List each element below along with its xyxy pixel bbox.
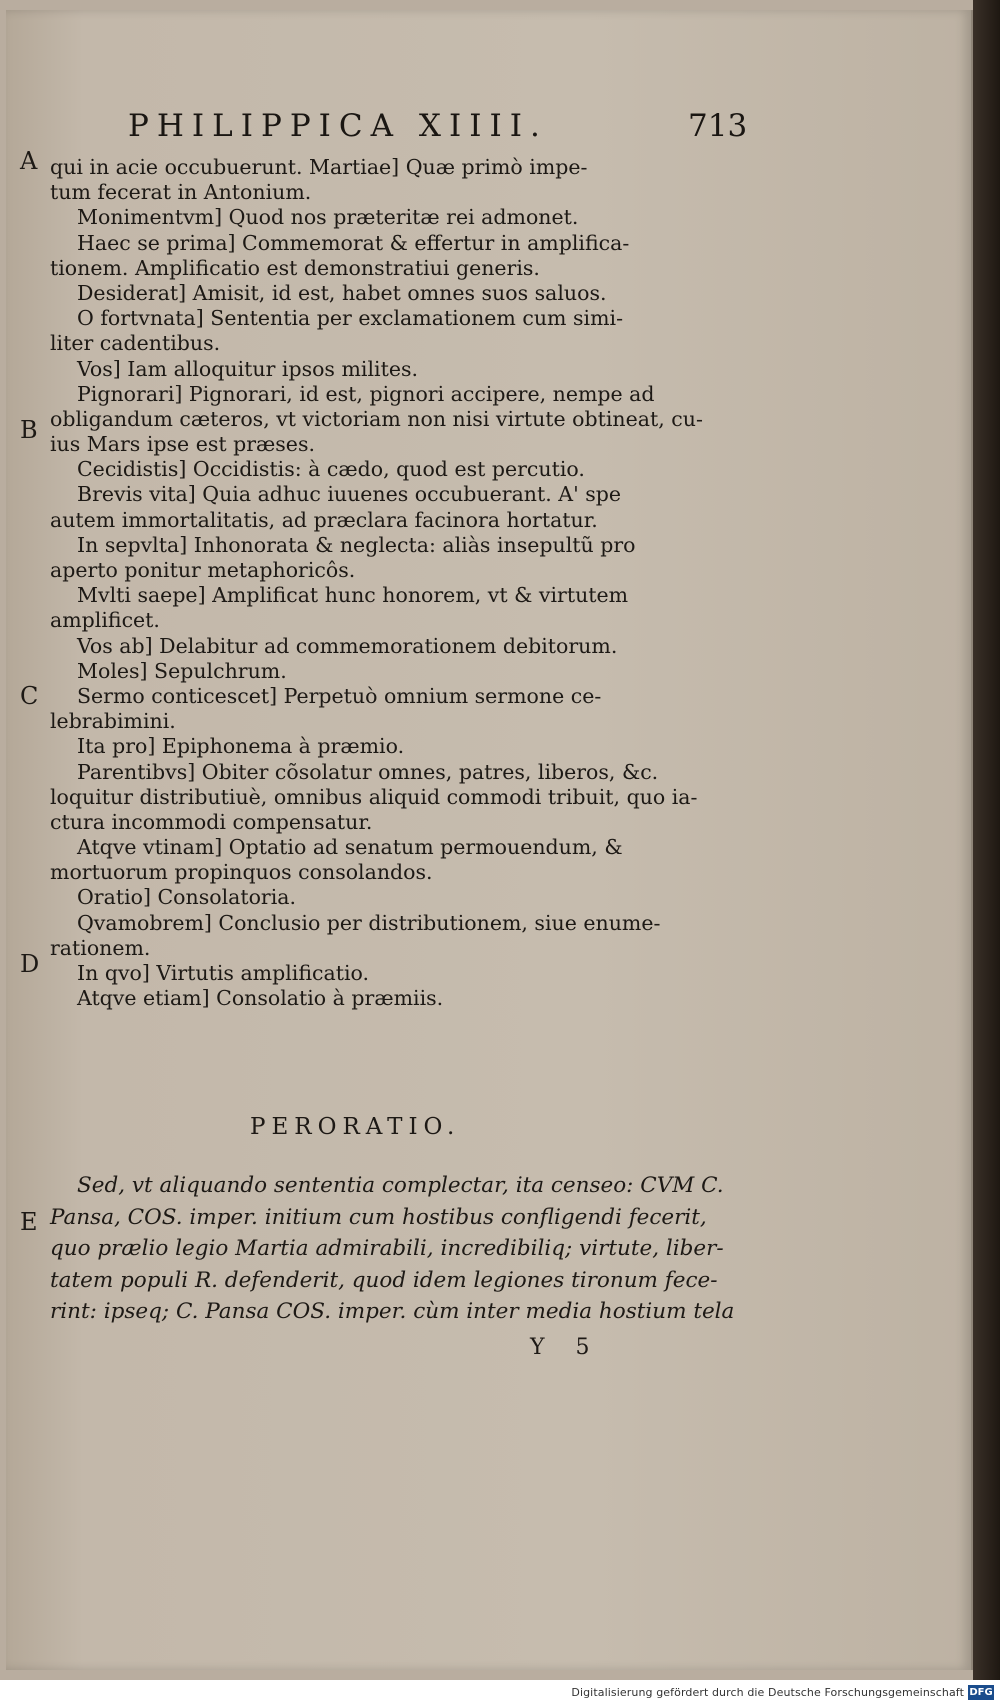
footer-credit: Digitalisierung gefördert durch die Deutsche Forschungsgemeinschaft [571,1686,964,1699]
margin-letter-a: A [20,147,38,175]
peroratio-text [50,1170,735,1328]
text-line: aperto ponitur metaphoricôs. [50,558,356,582]
text-line: Parentibvs] Obiter cõsolatur omnes, patres, liberos, &c. [77,759,659,784]
italic-line: quo prælio legio Martia admirabili, incredibiliq; virtute, liber- [50,1236,724,1262]
text-line: lebrabimini. [50,709,176,734]
text-line: tionem. Amplificatio est demonstratiui generis. [50,255,540,280]
text-line: In sepvlta] Inhonorata & neglecta: aliàs insepultũ pro [77,532,636,557]
text-line: ius Mars ipse est præses. [50,432,315,457]
text-line: qui in acie occubuerunt. Martiae] Quæ primò impe- [50,155,588,179]
text-line: obligandum cæteros, vt victoriam non nisi virtute obtineat, cu- [50,406,703,431]
text-line: rationem. [50,935,151,960]
text-line: Desiderat] Amisit, id est, habet omnes suos saluos. [77,280,607,305]
running-title: PHILIPPICA XIIII. [128,108,548,144]
signature-mark: Y 5 [530,1335,602,1360]
text-line: Atqve vtinam] Optatio ad senatum permouendum, & [77,835,623,860]
page-header [0,108,980,158]
text-line: Qvamobrem] Conclusio per distributionem, siue enume- [77,910,661,935]
italic-line: rint: ipseq; C. Pansa COS. imper. cùm inter media hostium tela [50,1299,735,1325]
dfg-logo-icon[interactable]: DFG [969,1687,993,1698]
text-line: Vos] Iam alloquitur ipsos milites. [77,356,418,381]
page-edge-shadow [973,0,1000,1680]
section-title: PERORATIO. [250,1114,461,1140]
margin-letter-e: E [20,1208,38,1236]
footer-bar [0,1680,1000,1707]
italic-line: tatem populi R. defenderit, quod idem legiones tironum fece- [50,1267,718,1293]
text-line: amplificet. [50,608,160,633]
text-line: mortuorum propinquos consolandos. [50,860,433,885]
italic-line: Sed, vt aliquando sententia complectar, ita censeo: CVM C. [77,1173,724,1198]
text-line: loquitur distributiuè, omnibus aliquid commodi tribuit, quo ia- [50,784,698,809]
text-line: autem immortalitatis, ad præclara facinora hortatur. [50,507,598,532]
text-line: tum fecerat in Antonium. [50,180,312,205]
text-line: Sermo conticescet] Perpetuò omnium sermone ce- [77,683,602,708]
margin-letter-b: B [20,416,38,444]
text-line: Brevis vita] Quia adhuc iuuenes occubuerant. A' spe [77,482,621,507]
commentary-text [50,155,725,1011]
text-line: Pignorari] Pignorari, id est, pignori accipere, nempe ad [77,381,655,406]
text-line: Ita pro] Epiphonema à præmio. [77,734,405,759]
margin-letter-c: C [20,682,39,710]
text-line: Cecidistis] Occidistis: à cædo, quod est percutio. [77,457,585,482]
text-line: Haec se prima] Commemorat & effertur in amplifica- [77,230,630,255]
italic-line: Pansa, COS. imper. initium cum hostibus confligendi fecerit, [50,1204,707,1230]
page-number: 713 [688,108,748,144]
text-line: Vos ab] Delabitur ad commemorationem debitorum. [77,633,618,658]
text-line: In qvo] Virtutis amplificatio. [77,961,370,985]
text-line: Atqve etiam] Consolatio à præmiis. [77,986,444,1011]
text-line: ctura incommodi compensatur. [50,809,373,834]
text-line: Monimentvm] Quod nos præteritæ rei admonet. [77,205,579,230]
text-line: Mvlti saepe] Amplificat hunc honorem, vt & virtutem [77,583,629,608]
text-line: O fortvnata] Sententia per exclamationem cum simi- [77,306,624,331]
text-line: Oratio] Consolatoria. [77,885,297,910]
margin-letter-d: D [20,950,40,978]
text-line: Moles] Sepulchrum. [77,658,287,683]
text-line: liter cadentibus. [50,331,221,356]
